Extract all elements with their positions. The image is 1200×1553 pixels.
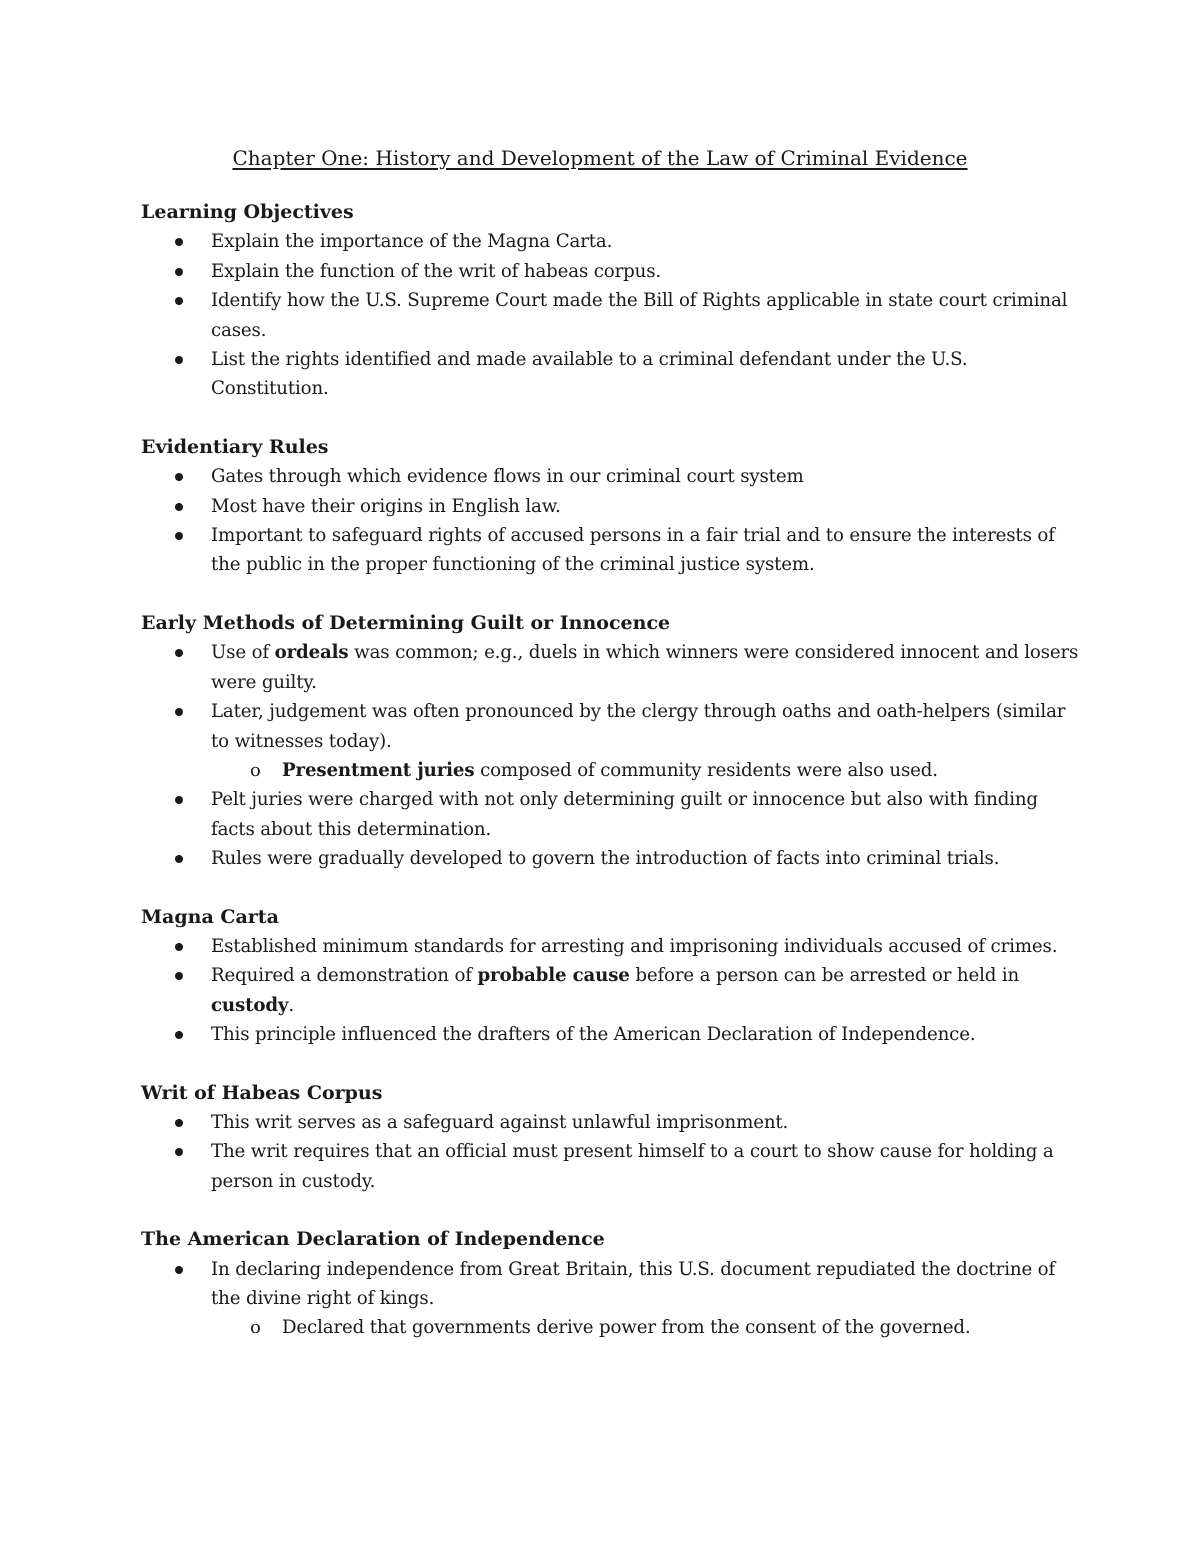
section-magna-carta [141, 903, 1081, 1050]
sub-list-item [141, 1313, 1081, 1342]
section-evidentiary-rules [141, 433, 1081, 580]
bullet-list [141, 1108, 1081, 1196]
list-item-text: Pelt juries were charged with not only determining guilt or innocence but also with finding facts about this determination. [211, 789, 1038, 840]
bullet-icon [175, 943, 183, 951]
list-item [141, 697, 1081, 756]
list-item [141, 844, 1081, 873]
list-item-text: Established minimum standards for arresting and imprisoning individuals accused of crimes. [211, 935, 1058, 957]
list-item-text: Explain the function of the writ of habeas corpus. [211, 260, 662, 282]
list-item [141, 1020, 1081, 1049]
sub-list [141, 756, 1081, 785]
list-item [141, 1108, 1081, 1137]
list-item-text-part: Use of [211, 642, 275, 664]
list-item-text: Important to safeguard rights of accused persons in a fair trial and to ensure the interests of the public in the proper functioning of the criminal justice system. [211, 525, 1055, 576]
list-item-text: List the rights identified and made available to a criminal defendant under the U.S. Constitution. [211, 349, 968, 400]
bullet-icon [175, 297, 183, 305]
bullet-icon [175, 268, 183, 276]
bullet-icon [175, 855, 183, 863]
list-item [141, 462, 1081, 491]
list-item-text: Later, judgement was often pronounced by the clergy through oaths and oath-helpers (similar to witnesses today). [211, 701, 1066, 752]
key-term: ordeals [274, 642, 349, 664]
list-item [141, 638, 1081, 697]
bullet-list [141, 227, 1081, 403]
list-item-text-part: . [288, 994, 294, 1016]
section-learning-objectives [141, 198, 1081, 404]
list-item [141, 961, 1081, 1020]
bullet-icon [175, 1266, 183, 1274]
sub-bullet-icon: o [250, 1317, 261, 1339]
section-heading: Writ of Habeas Corpus [141, 1081, 383, 1104]
sub-bullet-icon: o [250, 759, 261, 781]
list-item-text: The writ requires that an official must present himself to a court to show cause for holding a person in custody. [211, 1141, 1054, 1192]
bullet-list [141, 785, 1081, 873]
list-item-text-part: Required a demonstration of [211, 965, 478, 987]
section-heading: The American Declaration of Independence [141, 1228, 605, 1251]
section-habeas-corpus [141, 1079, 1081, 1197]
list-item [141, 492, 1081, 521]
list-item-text: In declaring independence from Great Britain, this U.S. document repudiated the doctrine of the divine right of kings. [211, 1258, 1056, 1309]
section-heading: Early Methods of Determining Guilt or Innocence [141, 611, 671, 634]
bullet-icon [175, 503, 183, 511]
key-term: probable cause [477, 965, 630, 987]
list-item-text: Rules were gradually developed to govern the introduction of facts into criminal trials. [211, 848, 1000, 870]
list-item [141, 1137, 1081, 1196]
list-item-text: Explain the importance of the Magna Carta. [211, 231, 613, 253]
bullet-icon [175, 649, 183, 657]
list-item [141, 521, 1081, 580]
sub-list-item [141, 756, 1081, 785]
key-term: custody [211, 994, 289, 1016]
bullet-list [141, 638, 1081, 756]
list-item-text-part: was common; e.g., duels in which winners were considered innocent and losers were guilty. [211, 642, 1079, 693]
section-early-methods [141, 609, 1081, 874]
section-heading: Evidentiary Rules [141, 435, 329, 458]
section-declaration [141, 1225, 1081, 1343]
bullet-list [141, 1255, 1081, 1314]
list-item-text: This principle influenced the drafters of the American Declaration of Independence. [211, 1024, 976, 1046]
bullet-icon [175, 1119, 183, 1127]
bullet-icon [175, 532, 183, 540]
section-heading: Magna Carta [141, 905, 279, 928]
list-item [141, 257, 1081, 286]
bullet-icon [175, 473, 183, 481]
list-item-text-part: composed of community residents were also used. [474, 759, 938, 781]
bullet-list [141, 462, 1081, 580]
document-title: Chapter One: History and Development of the Law of Criminal Evidence [232, 146, 968, 170]
sub-list [141, 1313, 1081, 1342]
section-heading: Learning Objectives [141, 201, 354, 223]
list-item-text: Most have their origins in English law. [211, 495, 561, 517]
bullet-icon [175, 1031, 183, 1039]
list-item [141, 932, 1081, 961]
list-item [141, 1255, 1081, 1314]
key-term: Presentment juries [282, 759, 475, 781]
list-item [141, 785, 1081, 844]
list-item-text-part: before a person can be arrested or held in [629, 965, 1020, 987]
document-body [141, 198, 1081, 1372]
list-item [141, 227, 1081, 256]
bullet-icon [175, 972, 183, 980]
bullet-icon [175, 1148, 183, 1156]
bullet-icon [175, 796, 183, 804]
list-item-text: Declared that governments derive power from the consent of the governed. [282, 1317, 971, 1339]
list-item [141, 286, 1081, 345]
list-item [141, 345, 1081, 404]
list-item-text: Identify how the U.S. Supreme Court made the Bill of Rights applicable in state court criminal cases. [211, 290, 1068, 341]
bullet-icon [175, 356, 183, 364]
bullet-icon [175, 238, 183, 246]
list-item-text: This writ serves as a safeguard against unlawful imprisonment. [211, 1111, 789, 1133]
bullet-list [141, 932, 1081, 1050]
bullet-icon [175, 708, 183, 716]
list-item-text: Gates through which evidence flows in our criminal court system [211, 466, 804, 488]
